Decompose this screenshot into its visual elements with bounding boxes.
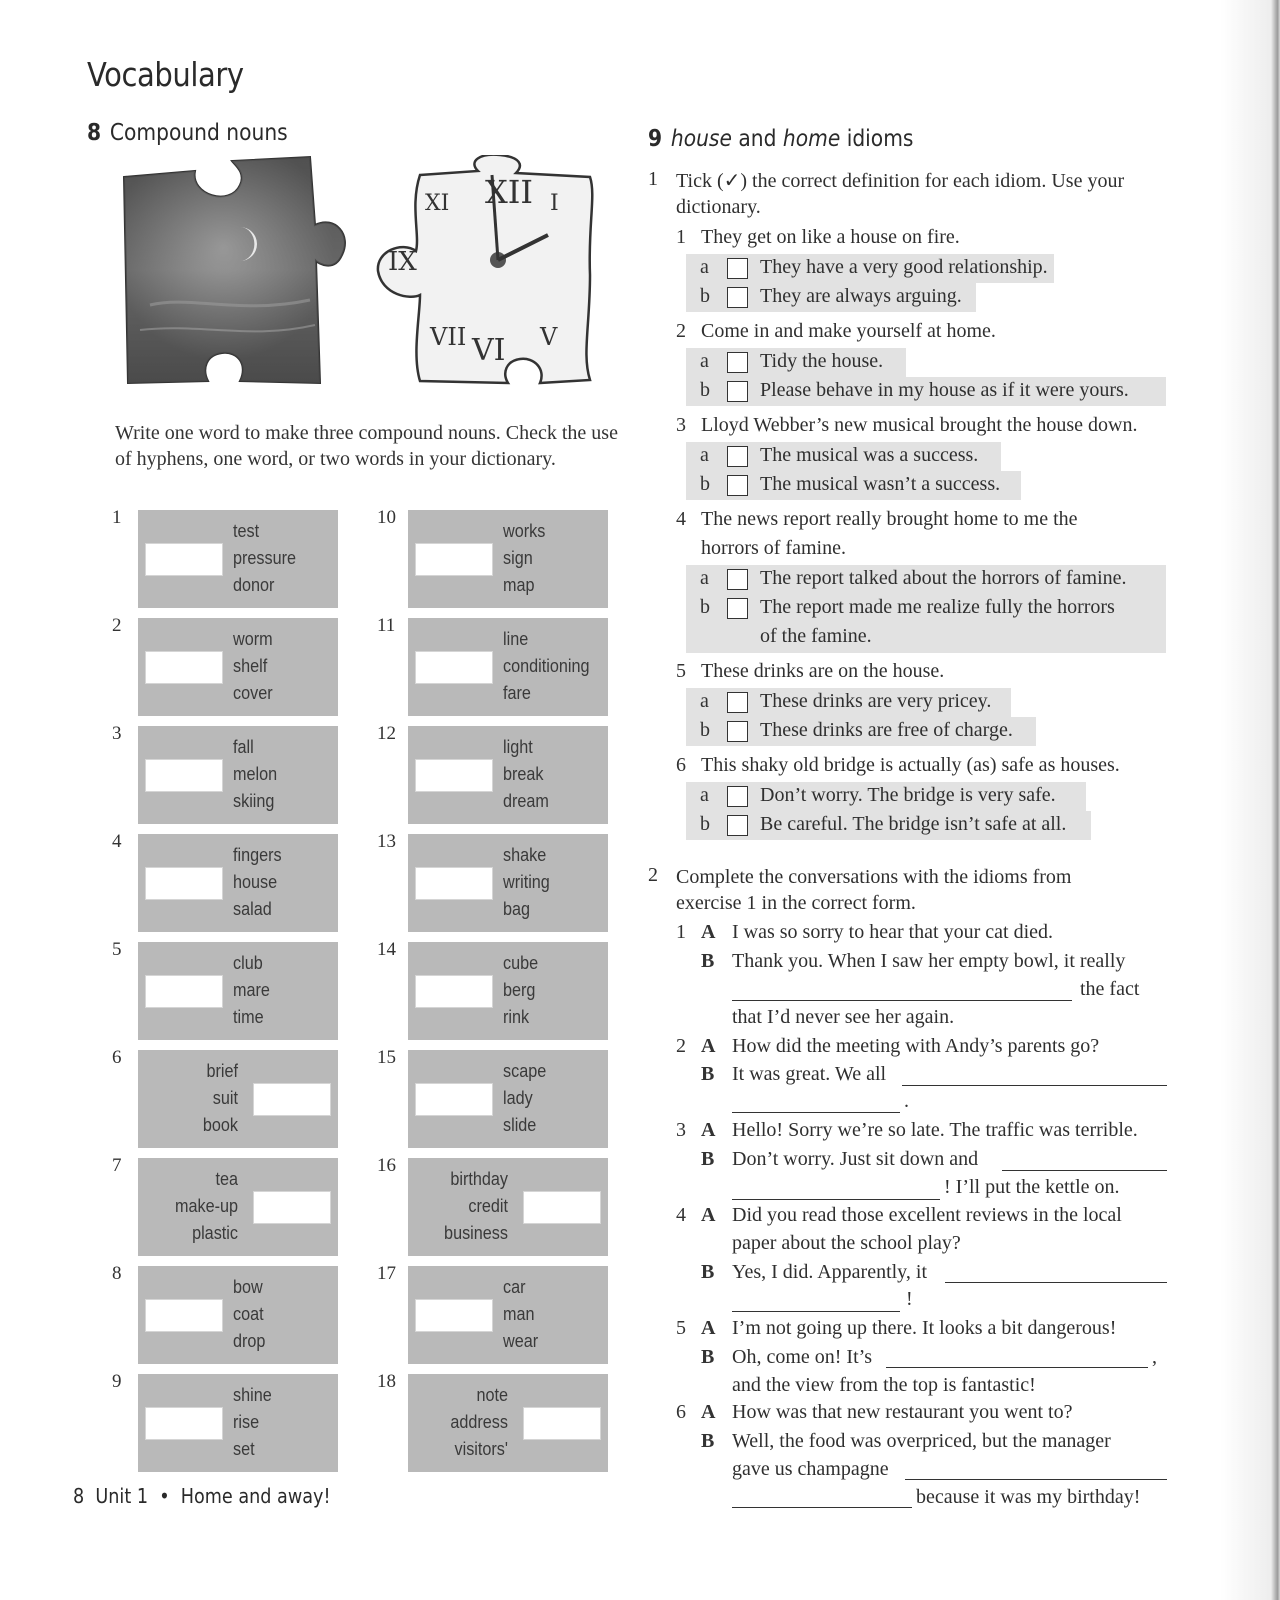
answer-blank[interactable] xyxy=(145,543,223,576)
option-b-text: Please behave in my house as if it were yours. xyxy=(760,379,1129,401)
svg-text:XII: XII xyxy=(485,173,534,211)
speaker-a-text: I’m not going up there. It looks a bit dangerous! xyxy=(732,1317,1117,1339)
svg-text:IX: IX xyxy=(388,247,417,277)
answer-blank[interactable] xyxy=(145,975,223,1008)
option-a-text: Tidy the house. xyxy=(760,350,884,372)
exercise-number: 16 xyxy=(377,1155,396,1176)
speaker-b-label: B xyxy=(701,1148,715,1170)
option-b-text: The musical wasn’t a success. xyxy=(760,473,1001,495)
compound-word-list xyxy=(503,1274,538,1355)
answer-line[interactable] xyxy=(902,1085,1167,1086)
speaker-b-text: the fact xyxy=(1080,978,1140,1000)
compound-word: conditioning xyxy=(503,656,590,676)
compound-word: writing xyxy=(503,872,550,892)
answer-blank[interactable] xyxy=(253,1191,331,1224)
compound-word: brief xyxy=(206,1061,238,1081)
option-a-checkbox[interactable] xyxy=(727,786,748,807)
speaker-a-label: A xyxy=(701,921,716,943)
option-b-checkbox[interactable] xyxy=(727,381,748,402)
compound-word: bow xyxy=(233,1277,263,1297)
idiom-number: 5 xyxy=(676,660,686,682)
conversation-number: 1 xyxy=(676,921,686,943)
answer-line[interactable] xyxy=(1002,1170,1167,1171)
compound-word-list xyxy=(503,734,549,815)
exercise-number: 4 xyxy=(112,831,122,852)
idiom-sentence: This shaky old bridge is actually (as) safe as houses. xyxy=(701,754,1120,776)
section-8-title xyxy=(87,120,288,146)
option-b-checkbox[interactable] xyxy=(727,287,748,308)
option-b-checkbox[interactable] xyxy=(727,721,748,742)
speaker-b-text: Don’t worry. Just sit down and xyxy=(732,1148,979,1170)
answer-blank[interactable] xyxy=(253,1083,331,1116)
idiom-sentence: Lloyd Webber’s new musical brought the house down. xyxy=(701,414,1138,436)
compound-word: mare xyxy=(233,980,270,1000)
exercise-number: 2 xyxy=(112,615,122,636)
compound-word: fall xyxy=(233,737,254,757)
footer-bullet: • xyxy=(159,1484,170,1508)
svg-text:VII: VII xyxy=(430,323,467,351)
option-a-letter: a xyxy=(700,567,709,589)
section-8-number: 8 xyxy=(87,120,102,146)
compound-word: house xyxy=(233,872,278,892)
compound-word: donor xyxy=(233,575,275,595)
compound-word: rise xyxy=(233,1412,260,1432)
speaker-b-label: B xyxy=(701,1430,715,1452)
option-b-letter: b xyxy=(700,379,710,401)
speaker-a-label: A xyxy=(701,1204,716,1226)
compound-word: plastic xyxy=(192,1223,238,1243)
idiom-number: 4 xyxy=(676,508,686,530)
speaker-b-label: B xyxy=(701,1346,715,1368)
option-a-letter: a xyxy=(700,444,709,466)
answer-blank[interactable] xyxy=(415,975,493,1008)
page-footer xyxy=(73,1484,331,1508)
option-a-text: Don’t worry. The bridge is very safe. xyxy=(760,784,1056,806)
speaker-b-text: Well, the food was overpriced, but the manager xyxy=(732,1430,1111,1452)
compound-word: pressure xyxy=(233,548,297,568)
option-a-letter: a xyxy=(700,784,709,806)
option-b-letter: b xyxy=(700,596,710,618)
option-b-letter: b xyxy=(700,813,710,835)
exercise-2-number: 2 xyxy=(648,864,658,886)
speaker-b-text: . xyxy=(904,1090,909,1112)
section-9-title-house: house xyxy=(670,126,732,152)
answer-line[interactable] xyxy=(732,1112,900,1113)
speaker-a-label: A xyxy=(701,1317,716,1339)
option-a-text: The musical was a success. xyxy=(760,444,979,466)
exercise-number: 15 xyxy=(377,1047,396,1068)
idiom-sentence: Come in and make yourself at home. xyxy=(701,320,996,342)
compound-word: coat xyxy=(233,1304,264,1324)
answer-line[interactable] xyxy=(732,1311,900,1312)
compound-word: light xyxy=(503,737,533,757)
exercise-number: 13 xyxy=(377,831,396,852)
speaker-b-label: B xyxy=(701,1063,715,1085)
compound-word: suit xyxy=(212,1088,238,1108)
compound-word-list xyxy=(233,518,296,599)
compound-word: tea xyxy=(215,1169,238,1189)
exercise-number: 8 xyxy=(112,1263,122,1284)
answer-blank[interactable] xyxy=(145,759,223,792)
speaker-b-text: Oh, come on! It’s xyxy=(732,1346,872,1368)
section-9-title-home: home xyxy=(782,126,841,152)
compound-word: business xyxy=(444,1223,508,1243)
speaker-b-text: ! I’ll put the kettle on. xyxy=(944,1176,1120,1198)
sky-puzzle-piece xyxy=(124,157,345,383)
compound-word: fare xyxy=(503,683,531,703)
speaker-b-text: and the view from the top is fantastic! xyxy=(732,1374,1036,1396)
exercise-number: 14 xyxy=(377,939,396,960)
compound-word: birthday xyxy=(450,1169,508,1189)
answer-blank[interactable] xyxy=(415,651,493,684)
section-8-instructions: Write one word to make three compound nouns. Check the use of hyphens, one word, or two words in your dictionary. xyxy=(115,422,618,470)
exercise-number: 9 xyxy=(112,1371,122,1392)
page-edge-shadow xyxy=(1220,0,1280,1600)
compound-word: drop xyxy=(233,1331,266,1351)
option-b-text: The report made me realize fully the horrors xyxy=(760,596,1115,618)
idiom-number: 3 xyxy=(676,414,686,436)
footer-unit: Unit 1 xyxy=(95,1484,149,1508)
conversation-number: 2 xyxy=(676,1035,686,1057)
speaker-a-label: A xyxy=(701,1119,716,1141)
option-a-checkbox[interactable] xyxy=(727,446,748,467)
conversation-number: 5 xyxy=(676,1317,686,1339)
compound-word: credit xyxy=(468,1196,508,1216)
compound-word: bag xyxy=(503,899,531,919)
exercise-number: 3 xyxy=(112,723,122,744)
answer-blank[interactable] xyxy=(415,543,493,576)
compound-word: skiing xyxy=(233,791,275,811)
compound-word: lady xyxy=(503,1088,533,1108)
speaker-a-text: I was so sorry to hear that your cat died. xyxy=(732,921,1054,943)
compound-word: shelf xyxy=(233,656,268,676)
exercise-1-instructions-line2: dictionary. xyxy=(676,196,761,218)
compound-word: set xyxy=(233,1439,255,1459)
compound-word: car xyxy=(503,1277,526,1297)
exercise-number: 10 xyxy=(377,507,396,528)
compound-word: works xyxy=(503,521,546,541)
speaker-b-text: , xyxy=(1152,1346,1157,1368)
option-b-checkbox[interactable] xyxy=(727,815,748,836)
option-a-text: The report talked about the horrors of famine. xyxy=(760,567,1127,589)
answer-blank[interactable] xyxy=(523,1191,601,1224)
compound-word: sign xyxy=(503,548,533,568)
speaker-a-text: paper about the school play? xyxy=(732,1232,961,1254)
compound-word: wear xyxy=(503,1331,539,1351)
compound-word-list xyxy=(233,1382,272,1463)
option-a-checkbox[interactable] xyxy=(727,569,748,590)
section-9-title-and: and xyxy=(738,126,777,152)
compound-word: fingers xyxy=(233,845,282,865)
compound-word: visitors' xyxy=(454,1439,508,1459)
option-a-letter: a xyxy=(700,350,709,372)
answer-blank[interactable] xyxy=(145,1299,223,1332)
compound-word-list xyxy=(503,518,545,599)
exercise-2-instructions-line2: exercise 1 in the correct form. xyxy=(676,892,916,914)
speaker-b-text: It was great. We all xyxy=(732,1063,887,1085)
speaker-a-label: A xyxy=(701,1035,716,1057)
compound-word: break xyxy=(503,764,544,784)
answer-blank[interactable] xyxy=(415,1299,493,1332)
answer-blank[interactable] xyxy=(415,1083,493,1116)
answer-line[interactable] xyxy=(732,1199,940,1200)
option-a-letter: a xyxy=(700,690,709,712)
exercise-number: 7 xyxy=(112,1155,122,1176)
option-b-text: They are always arguing. xyxy=(760,285,962,307)
option-a-text: They have a very good relationship. xyxy=(760,256,1048,278)
exercise-number: 6 xyxy=(112,1047,122,1068)
exercise-number: 17 xyxy=(377,1263,396,1284)
option-a-checkbox[interactable] xyxy=(727,352,748,373)
compound-word-list xyxy=(233,1274,265,1355)
page-heading: Vocabulary xyxy=(87,55,244,94)
footer-title: Home and away! xyxy=(180,1484,331,1508)
speaker-b-label: B xyxy=(701,950,715,972)
exercise-number: 1 xyxy=(112,507,122,528)
compound-word: time xyxy=(233,1007,264,1027)
compound-word: line xyxy=(503,629,529,649)
svg-text:XI: XI xyxy=(425,191,450,216)
speaker-a-text: How was that new restaurant you went to? xyxy=(732,1401,1073,1423)
compound-word-list xyxy=(418,1382,508,1463)
compound-word: make-up xyxy=(174,1196,238,1216)
answer-line[interactable] xyxy=(886,1367,1148,1368)
compound-word: book xyxy=(202,1115,238,1135)
svg-text:V: V xyxy=(540,323,558,351)
option-a-checkbox[interactable] xyxy=(727,258,748,279)
idiom-sentence: These drinks are on the house. xyxy=(701,660,945,682)
section-9-number: 9 xyxy=(648,126,663,152)
compound-word-list xyxy=(148,1058,238,1139)
option-a-letter: a xyxy=(700,256,709,278)
exercise-number: 11 xyxy=(377,615,396,636)
exercise-number: 12 xyxy=(377,723,396,744)
option-b-letter: b xyxy=(700,473,710,495)
speaker-a-text: Hello! Sorry we’re so late. The traffic was terrible. xyxy=(732,1119,1138,1141)
speaker-a-text: How did the meeting with Andy’s parents go? xyxy=(732,1035,1100,1057)
speaker-a-text: Did you read those excellent reviews in the local xyxy=(732,1204,1122,1226)
option-a-checkbox[interactable] xyxy=(727,692,748,713)
answer-line[interactable] xyxy=(905,1479,1167,1480)
compound-word-list xyxy=(503,842,550,923)
compound-word: shake xyxy=(503,845,547,865)
compound-word: slide xyxy=(503,1115,537,1135)
puzzle-pieces-illustration xyxy=(120,155,620,395)
idiom-number: 6 xyxy=(676,754,686,776)
compound-word-list xyxy=(233,734,277,815)
speaker-b-text: that I’d never see her again. xyxy=(732,1006,955,1028)
compound-word: cover xyxy=(233,683,273,703)
option-b-checkbox[interactable] xyxy=(727,598,748,619)
compound-word-list xyxy=(503,1058,546,1139)
speaker-b-text: Thank you. When I saw her empty bowl, it really xyxy=(732,950,1126,972)
idiom-number: 2 xyxy=(676,320,686,342)
compound-word: man xyxy=(503,1304,535,1324)
compound-word: map xyxy=(503,575,535,595)
exercise-1-instructions-line1: Tick (✓) the correct definition for each idiom. Use your xyxy=(676,170,1125,192)
page-number: 8 xyxy=(73,1484,85,1508)
compound-word-list xyxy=(503,950,538,1031)
option-b-text-cont: of the famine. xyxy=(760,625,872,647)
option-a-text: These drinks are very pricey. xyxy=(760,690,992,712)
compound-word-list xyxy=(503,626,589,707)
compound-word-list xyxy=(148,1166,238,1247)
section-9-title xyxy=(648,126,913,152)
answer-line[interactable] xyxy=(732,1507,912,1508)
speaker-b-text: gave us champagne xyxy=(732,1458,889,1480)
answer-blank[interactable] xyxy=(523,1407,601,1440)
option-b-text: These drinks are free of charge. xyxy=(760,719,1013,741)
option-b-text: Be careful. The bridge isn’t safe at all. xyxy=(760,813,1067,835)
section-9-title-idioms: idioms xyxy=(846,126,914,152)
section-8-title-text: Compound nouns xyxy=(109,120,288,146)
exercise-number: 5 xyxy=(112,939,122,960)
compound-word: cube xyxy=(503,953,539,973)
exercise-number: 18 xyxy=(377,1371,396,1392)
idiom-sentence: The news report really brought home to me the xyxy=(701,508,1078,530)
compound-word: note xyxy=(476,1385,508,1405)
speaker-b-label: B xyxy=(701,1261,715,1283)
idiom-sentence-cont: horrors of famine. xyxy=(701,537,846,559)
compound-word: test xyxy=(233,521,260,541)
compound-word: worm xyxy=(233,629,273,649)
option-b-letter: b xyxy=(700,719,710,741)
svg-text:VI: VI xyxy=(472,333,506,368)
idiom-number: 1 xyxy=(676,226,686,248)
speaker-b-text: ! xyxy=(906,1288,913,1310)
exercise-2-instructions-line1: Complete the conversations with the idioms from xyxy=(676,866,1072,888)
compound-word: berg xyxy=(503,980,536,1000)
speaker-b-text: Yes, I did. Apparently, it xyxy=(732,1261,927,1283)
answer-blank[interactable] xyxy=(145,1407,223,1440)
svg-text:I: I xyxy=(550,191,559,216)
compound-word: address xyxy=(450,1412,508,1432)
compound-word-list xyxy=(233,950,270,1031)
compound-word: shine xyxy=(233,1385,272,1405)
clock-puzzle-piece xyxy=(378,155,592,383)
compound-word: scape xyxy=(503,1061,547,1081)
answer-blank[interactable] xyxy=(415,867,493,900)
speaker-b-text: because it was my birthday! xyxy=(916,1486,1141,1508)
compound-word-list xyxy=(233,842,282,923)
option-b-letter: b xyxy=(700,285,710,307)
option-b-checkbox[interactable] xyxy=(727,475,748,496)
exercise-1-number: 1 xyxy=(648,168,658,190)
conversation-number: 4 xyxy=(676,1204,686,1226)
compound-word: rink xyxy=(503,1007,530,1027)
compound-word-list xyxy=(233,626,273,707)
conversation-number: 3 xyxy=(676,1119,686,1141)
compound-word-list xyxy=(418,1166,508,1247)
compound-word: club xyxy=(233,953,263,973)
idiom-sentence: They get on like a house on fire. xyxy=(701,226,960,248)
answer-blank[interactable] xyxy=(145,651,223,684)
answer-line[interactable] xyxy=(732,1000,1072,1001)
conversation-number: 6 xyxy=(676,1401,686,1423)
compound-word: melon xyxy=(233,764,278,784)
compound-word: salad xyxy=(233,899,272,919)
speaker-a-label: A xyxy=(701,1401,716,1423)
answer-blank[interactable] xyxy=(415,759,493,792)
answer-line[interactable] xyxy=(945,1282,1167,1283)
answer-blank[interactable] xyxy=(145,867,223,900)
compound-word: dream xyxy=(503,791,549,811)
